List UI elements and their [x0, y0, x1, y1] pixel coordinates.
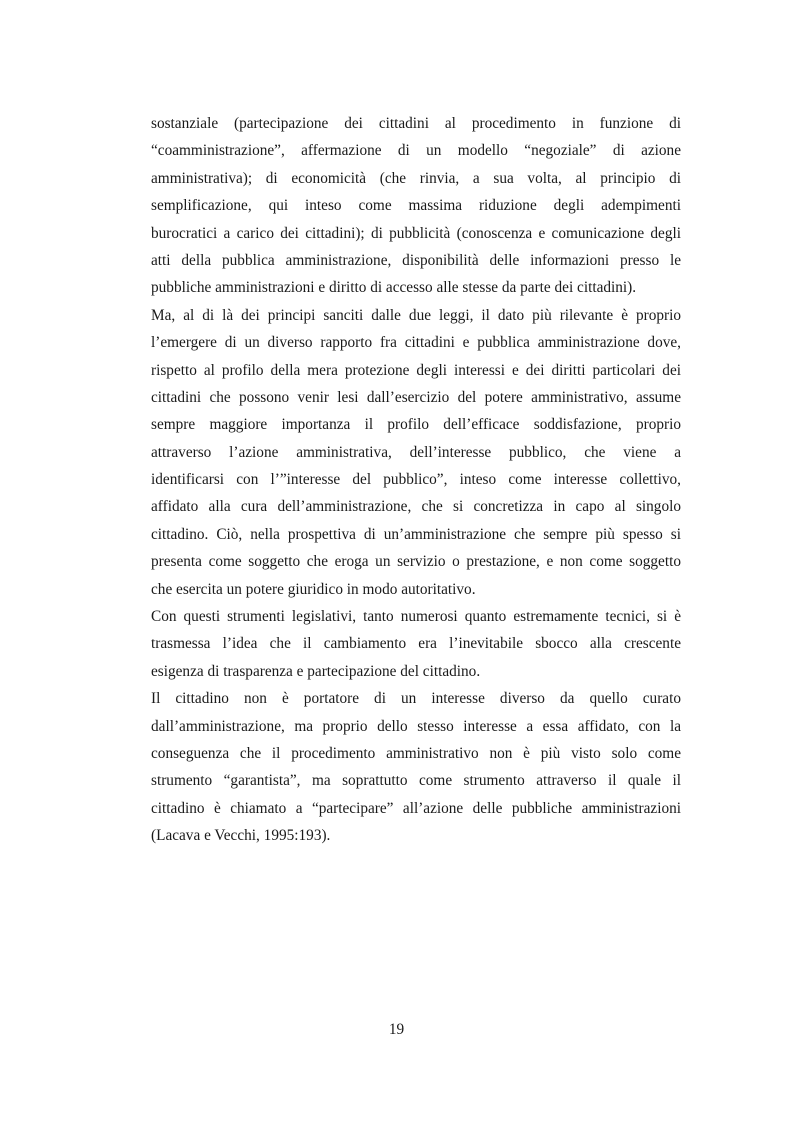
text-line: l’emergere di un diverso rapporto fra cittadini e pubblica amministrazione dove,	[151, 334, 681, 352]
text-line: trasmessa l’idea che il cambiamento era l’inevitabile sbocco alla crescente	[151, 635, 681, 653]
text-line: cittadino è chiamato a “partecipare” all’azione delle pubbliche amministrazioni	[151, 799, 681, 817]
text-line: che esercita un potere giuridico in modo autoritativo.	[151, 580, 476, 598]
text-line: (Lacava e Vecchi, 1995:193).	[151, 827, 331, 845]
text-line: Il cittadino non è portatore di un interesse diverso da quello curato	[151, 690, 681, 708]
text-line: semplificazione, qui inteso come massima riduzione degli adempimenti	[151, 197, 681, 215]
text-line: Ma, al di là dei principi sanciti dalle due leggi, il dato più rilevante è proprio	[151, 306, 681, 324]
body-text	[151, 110, 681, 850]
text-line: Con questi strumenti legislativi, tanto numerosi quanto estremamente tecnici, si è	[151, 608, 681, 626]
text-line: atti della pubblica amministrazione, disponibilità delle informazioni presso le	[151, 251, 681, 269]
page-number: 19	[388, 1021, 405, 1038]
text-line: esigenza di trasparenza e partecipazione del cittadino.	[151, 662, 481, 680]
text-line: burocratici a carico dei cittadini); di pubblicità (conoscenza e comunicazione degli	[151, 224, 681, 242]
text-line: cittadini che possono venir lesi dall’esercizio del potere amministrativo, assume	[151, 388, 681, 406]
text-line: attraverso l’azione amministrativa, dell’interesse pubblico, che viene a	[151, 443, 681, 461]
text-line: pubbliche amministrazioni e diritto di accesso alle stesse da parte dei cittadini).	[151, 279, 637, 297]
paragraph	[151, 110, 681, 302]
text-line: sostanziale (partecipazione dei cittadini al procedimento in funzione di	[151, 115, 681, 132]
text-line: cittadino. Ciò, nella prospettiva di un’amministrazione che sempre più spesso si	[151, 525, 681, 543]
text-line: identificarsi con l’”interesse del pubblico”, inteso come interesse collettivo,	[151, 471, 681, 489]
text-line: sempre maggiore importanza il profilo dell’efficace soddisfazione, proprio	[151, 416, 681, 434]
paragraph	[151, 302, 681, 603]
paragraph	[151, 685, 681, 849]
text-line: amministrativa); di economicità (che rinvia, a sua volta, al principio di	[151, 169, 681, 187]
text-line: strumento “garantista”, ma soprattutto come strumento attraverso il quale il	[151, 772, 681, 790]
paragraph	[151, 603, 681, 685]
text-line: presenta come soggetto che eroga un servizio o prestazione, e non come soggetto	[151, 553, 681, 571]
text-line: dall’amministrazione, ma proprio dello stesso interesse a essa affidato, con la	[151, 717, 681, 735]
text-line: “coamministrazione”, affermazione di un modello “negoziale” di azione	[151, 142, 681, 160]
text-line: conseguenza che il procedimento amministrativo non è più visto solo come	[151, 744, 681, 762]
text-line: affidato alla cura dell’amministrazione, che si concretizza in capo al singolo	[151, 498, 681, 516]
text-line: rispetto al profilo della mera protezione degli interessi e dei diritti particolari dei	[151, 361, 681, 379]
